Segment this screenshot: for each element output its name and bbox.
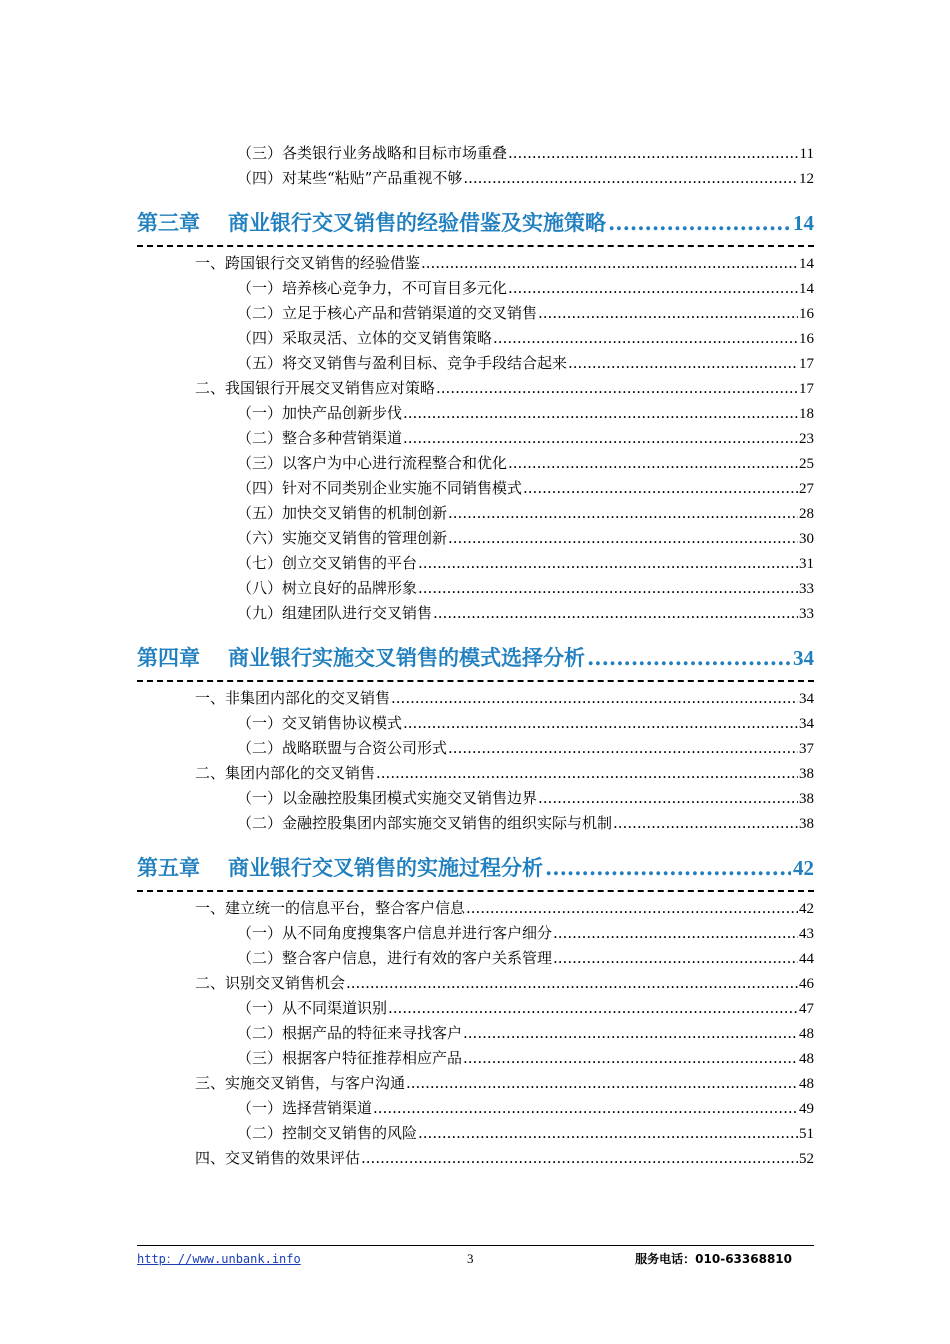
toc-entry[interactable] <box>137 1046 814 1071</box>
toc-entry-text: （二）根据产品的特征来寻找客户 <box>237 1024 463 1042</box>
dot-leader <box>568 351 798 376</box>
toc-entry-page: 28 <box>799 506 814 522</box>
toc-entry[interactable] <box>137 761 814 786</box>
dot-leader <box>613 811 798 836</box>
dot-leader <box>463 1046 798 1071</box>
toc-entry-text: （二）立足于核心产品和营销渠道的交叉销售 <box>237 304 538 322</box>
dot-leader <box>493 326 798 351</box>
toc-entry-text: 二、我国银行开展交叉销售应对策略 <box>195 379 436 397</box>
toc-entry-page: 52 <box>799 1151 814 1167</box>
dot-leader <box>466 896 798 921</box>
toc-entry-page: 16 <box>799 331 814 347</box>
dot-leader <box>361 1146 798 1171</box>
dot-leader <box>376 761 798 786</box>
dot-leader <box>538 786 798 811</box>
toc-entry[interactable] <box>137 451 814 476</box>
dot-leader <box>463 166 798 191</box>
toc-entry[interactable] <box>137 376 814 401</box>
toc-entry-text: （五）将交叉销售与盈利目标、竞争手段结合起来 <box>237 354 568 372</box>
toc-entry-text: （一）培养核心竞争力，不可盲目多元化 <box>237 279 508 297</box>
dashed-divider <box>137 680 814 682</box>
dot-leader <box>508 451 798 476</box>
toc-entry[interactable] <box>137 1021 814 1046</box>
toc-entry-page: 38 <box>799 791 814 807</box>
dot-leader <box>346 971 798 996</box>
toc-entry-page: 38 <box>799 816 814 832</box>
chapter-title: 商业银行交叉销售的经验借鉴及实施策略 <box>228 210 606 235</box>
page-footer <box>137 1245 814 1270</box>
toc-entry[interactable] <box>137 251 814 276</box>
toc-entry-text: 二、集团内部化的交叉销售 <box>195 764 376 782</box>
dot-leader <box>436 376 798 401</box>
toc-entry[interactable] <box>137 786 814 811</box>
dot-leader <box>608 201 791 245</box>
toc-entry-text: （一）交叉销售协议模式 <box>237 714 403 732</box>
toc-entry-text: （一）从不同角度搜集客户信息并进行客户细分 <box>237 924 553 942</box>
toc-entry[interactable] <box>137 351 814 376</box>
dot-leader <box>448 736 798 761</box>
dot-leader <box>553 921 798 946</box>
toc-entry[interactable] <box>137 166 814 191</box>
toc-entry-page: 51 <box>799 1126 814 1142</box>
toc-entry[interactable] <box>137 501 814 526</box>
toc-entry-text: （三）以客户为中心进行流程整合和优化 <box>237 454 508 472</box>
toc-entry-text: （四）对某些“粘贴”产品重视不够 <box>237 169 463 187</box>
service-label: 服务电话： <box>635 1252 696 1266</box>
toc-entry-text: （七）创立交叉销售的平台 <box>237 554 418 572</box>
dot-leader <box>391 686 798 711</box>
dot-leader <box>545 846 791 890</box>
toc-entry-page: 49 <box>799 1101 814 1117</box>
dot-leader <box>508 141 799 166</box>
dot-leader <box>406 1071 798 1096</box>
toc-entry-text: （一）以金融控股集团模式实施交叉销售边界 <box>237 789 538 807</box>
toc-entry-page: 18 <box>799 406 814 422</box>
toc-entry[interactable] <box>137 326 814 351</box>
toc-entry[interactable] <box>137 1146 814 1171</box>
toc-entry[interactable] <box>137 526 814 551</box>
toc-entry-page: 12 <box>799 171 814 187</box>
dot-leader <box>523 476 798 501</box>
chapter-page: 34 <box>793 646 814 670</box>
toc-entry[interactable] <box>137 476 814 501</box>
toc-entry-page: 11 <box>799 146 814 162</box>
toc-entry[interactable] <box>137 576 814 601</box>
toc-entry-text: （三）根据客户特征推荐相应产品 <box>237 1049 463 1067</box>
toc-entry-page: 44 <box>799 951 814 967</box>
dot-leader <box>403 426 798 451</box>
dot-leader <box>418 1121 798 1146</box>
toc-entry[interactable] <box>137 971 814 996</box>
toc-entry[interactable] <box>137 686 814 711</box>
toc-entry-text: 二、识别交叉销售机会 <box>195 974 346 992</box>
toc-entry-text: （一）从不同渠道识别 <box>237 999 388 1017</box>
toc-entry-page: 14 <box>799 281 814 297</box>
table-of-contents <box>137 141 814 1171</box>
dot-leader <box>538 301 798 326</box>
toc-entry[interactable] <box>137 946 814 971</box>
chapter-4-entries <box>137 686 814 836</box>
toc-entry[interactable] <box>137 401 814 426</box>
toc-entry[interactable] <box>137 921 814 946</box>
toc-entry[interactable] <box>137 1071 814 1096</box>
chapter-title: 商业银行实施交叉销售的模式选择分析 <box>228 645 585 670</box>
toc-entry[interactable] <box>137 551 814 576</box>
toc-entry-text: （九）组建团队进行交叉销售 <box>237 604 433 622</box>
toc-entry[interactable] <box>137 996 814 1021</box>
toc-entry-page: 33 <box>799 581 814 597</box>
chapter-number: 第四章 <box>137 645 200 670</box>
page-number: 3 <box>467 1251 474 1266</box>
dot-leader <box>373 1096 798 1121</box>
chapter-3-entries <box>137 251 814 626</box>
toc-entry-text: （二）整合多种营销渠道 <box>237 429 403 447</box>
toc-entry-page: 37 <box>799 741 814 757</box>
dot-leader <box>433 601 798 626</box>
toc-entry-text: （六）实施交叉销售的管理创新 <box>237 529 448 547</box>
toc-entry-page: 31 <box>799 556 814 572</box>
chapter-number: 第三章 <box>137 210 200 235</box>
website-link[interactable]: http：//www.unbank.info <box>137 1252 301 1266</box>
toc-entry-page: 48 <box>799 1026 814 1042</box>
toc-entry-text: 一、跨国银行交叉销售的经验借鉴 <box>195 254 421 272</box>
toc-entry-page: 17 <box>799 356 814 372</box>
toc-entry-text: （三）各类银行业务战略和目标市场重叠 <box>237 144 508 162</box>
toc-entry-page: 34 <box>799 691 814 707</box>
dot-leader <box>418 576 798 601</box>
service-phone-number: 010-63368810 <box>695 1252 792 1266</box>
toc-entry-text: 四、交叉销售的效果评估 <box>195 1149 361 1167</box>
dashed-divider <box>137 890 814 892</box>
toc-entry-page: 33 <box>799 606 814 622</box>
toc-entry[interactable] <box>137 1121 814 1146</box>
dot-leader <box>448 526 798 551</box>
dot-leader <box>448 501 798 526</box>
toc-entry-text: （一）加快产品创新步伐 <box>237 404 403 422</box>
chapter-heading-5[interactable] <box>137 846 814 892</box>
toc-entry-text: （四）采取灵活、立体的交叉销售策略 <box>237 329 493 347</box>
toc-entry-page: 25 <box>799 456 814 472</box>
toc-entry-text: （一）选择营销渠道 <box>237 1099 373 1117</box>
dot-leader <box>421 251 798 276</box>
toc-entry-page: 14 <box>799 256 814 272</box>
toc-entry[interactable] <box>137 141 814 166</box>
chapter-heading-4[interactable] <box>137 636 814 682</box>
toc-entry-text: 三、实施交叉销售，与客户沟通 <box>195 1074 406 1092</box>
toc-entry-page: 48 <box>799 1051 814 1067</box>
toc-entry-text: 一、非集团内部化的交叉销售 <box>195 689 391 707</box>
toc-entry-text: （二）金融控股集团内部实施交叉销售的组织实际与机制 <box>237 814 613 832</box>
toc-entry[interactable] <box>137 1096 814 1121</box>
toc-entry-text: （五）加快交叉销售的机制创新 <box>237 504 448 522</box>
toc-entry-page: 30 <box>799 531 814 547</box>
toc-entry-text: （二）整合客户信息，进行有效的客户关系管理 <box>237 949 553 967</box>
chapter-5-entries <box>137 896 814 1171</box>
chapter-page: 14 <box>793 211 814 235</box>
toc-entry-text: （二）控制交叉销售的风险 <box>237 1124 418 1142</box>
toc-entry-page: 17 <box>799 381 814 397</box>
dot-leader <box>388 996 798 1021</box>
toc-entry-page: 16 <box>799 306 814 322</box>
toc-entry-page: 47 <box>799 1001 814 1017</box>
chapter-page: 42 <box>793 856 814 880</box>
toc-entry-text: （八）树立良好的品牌形象 <box>237 579 418 597</box>
dot-leader <box>403 711 798 736</box>
toc-entry-page: 48 <box>799 1076 814 1092</box>
toc-entry[interactable] <box>137 276 814 301</box>
toc-entry-page: 43 <box>799 926 814 942</box>
toc-entry-page: 23 <box>799 431 814 447</box>
toc-entry-text: 一、建立统一的信息平台，整合客户信息 <box>195 899 466 917</box>
dashed-divider <box>137 245 814 247</box>
toc-entry[interactable] <box>137 426 814 451</box>
chapter-heading-3[interactable] <box>137 201 814 247</box>
toc-entry[interactable] <box>137 736 814 761</box>
chapter-number: 第五章 <box>137 855 200 880</box>
toc-entry[interactable] <box>137 711 814 736</box>
dot-leader <box>403 401 798 426</box>
toc-entry-page: 46 <box>799 976 814 992</box>
toc-entry-page: 42 <box>799 901 814 917</box>
toc-entry[interactable] <box>137 896 814 921</box>
toc-entry[interactable] <box>137 811 814 836</box>
chapter-title: 商业银行交叉销售的实施过程分析 <box>228 855 543 880</box>
toc-entry[interactable] <box>137 301 814 326</box>
toc-entry-page: 27 <box>799 481 814 497</box>
dot-leader <box>553 946 798 971</box>
toc-entry[interactable] <box>137 601 814 626</box>
dot-leader <box>463 1021 798 1046</box>
dot-leader <box>418 551 798 576</box>
toc-entry-text: （四）针对不同类别企业实施不同销售模式 <box>237 479 523 497</box>
toc-entry-page: 34 <box>799 716 814 732</box>
service-phone <box>635 1246 792 1272</box>
toc-entry-page: 38 <box>799 766 814 782</box>
dot-leader <box>587 636 791 680</box>
dot-leader <box>508 276 798 301</box>
toc-entry-text: （二）战略联盟与合资公司形式 <box>237 739 448 757</box>
